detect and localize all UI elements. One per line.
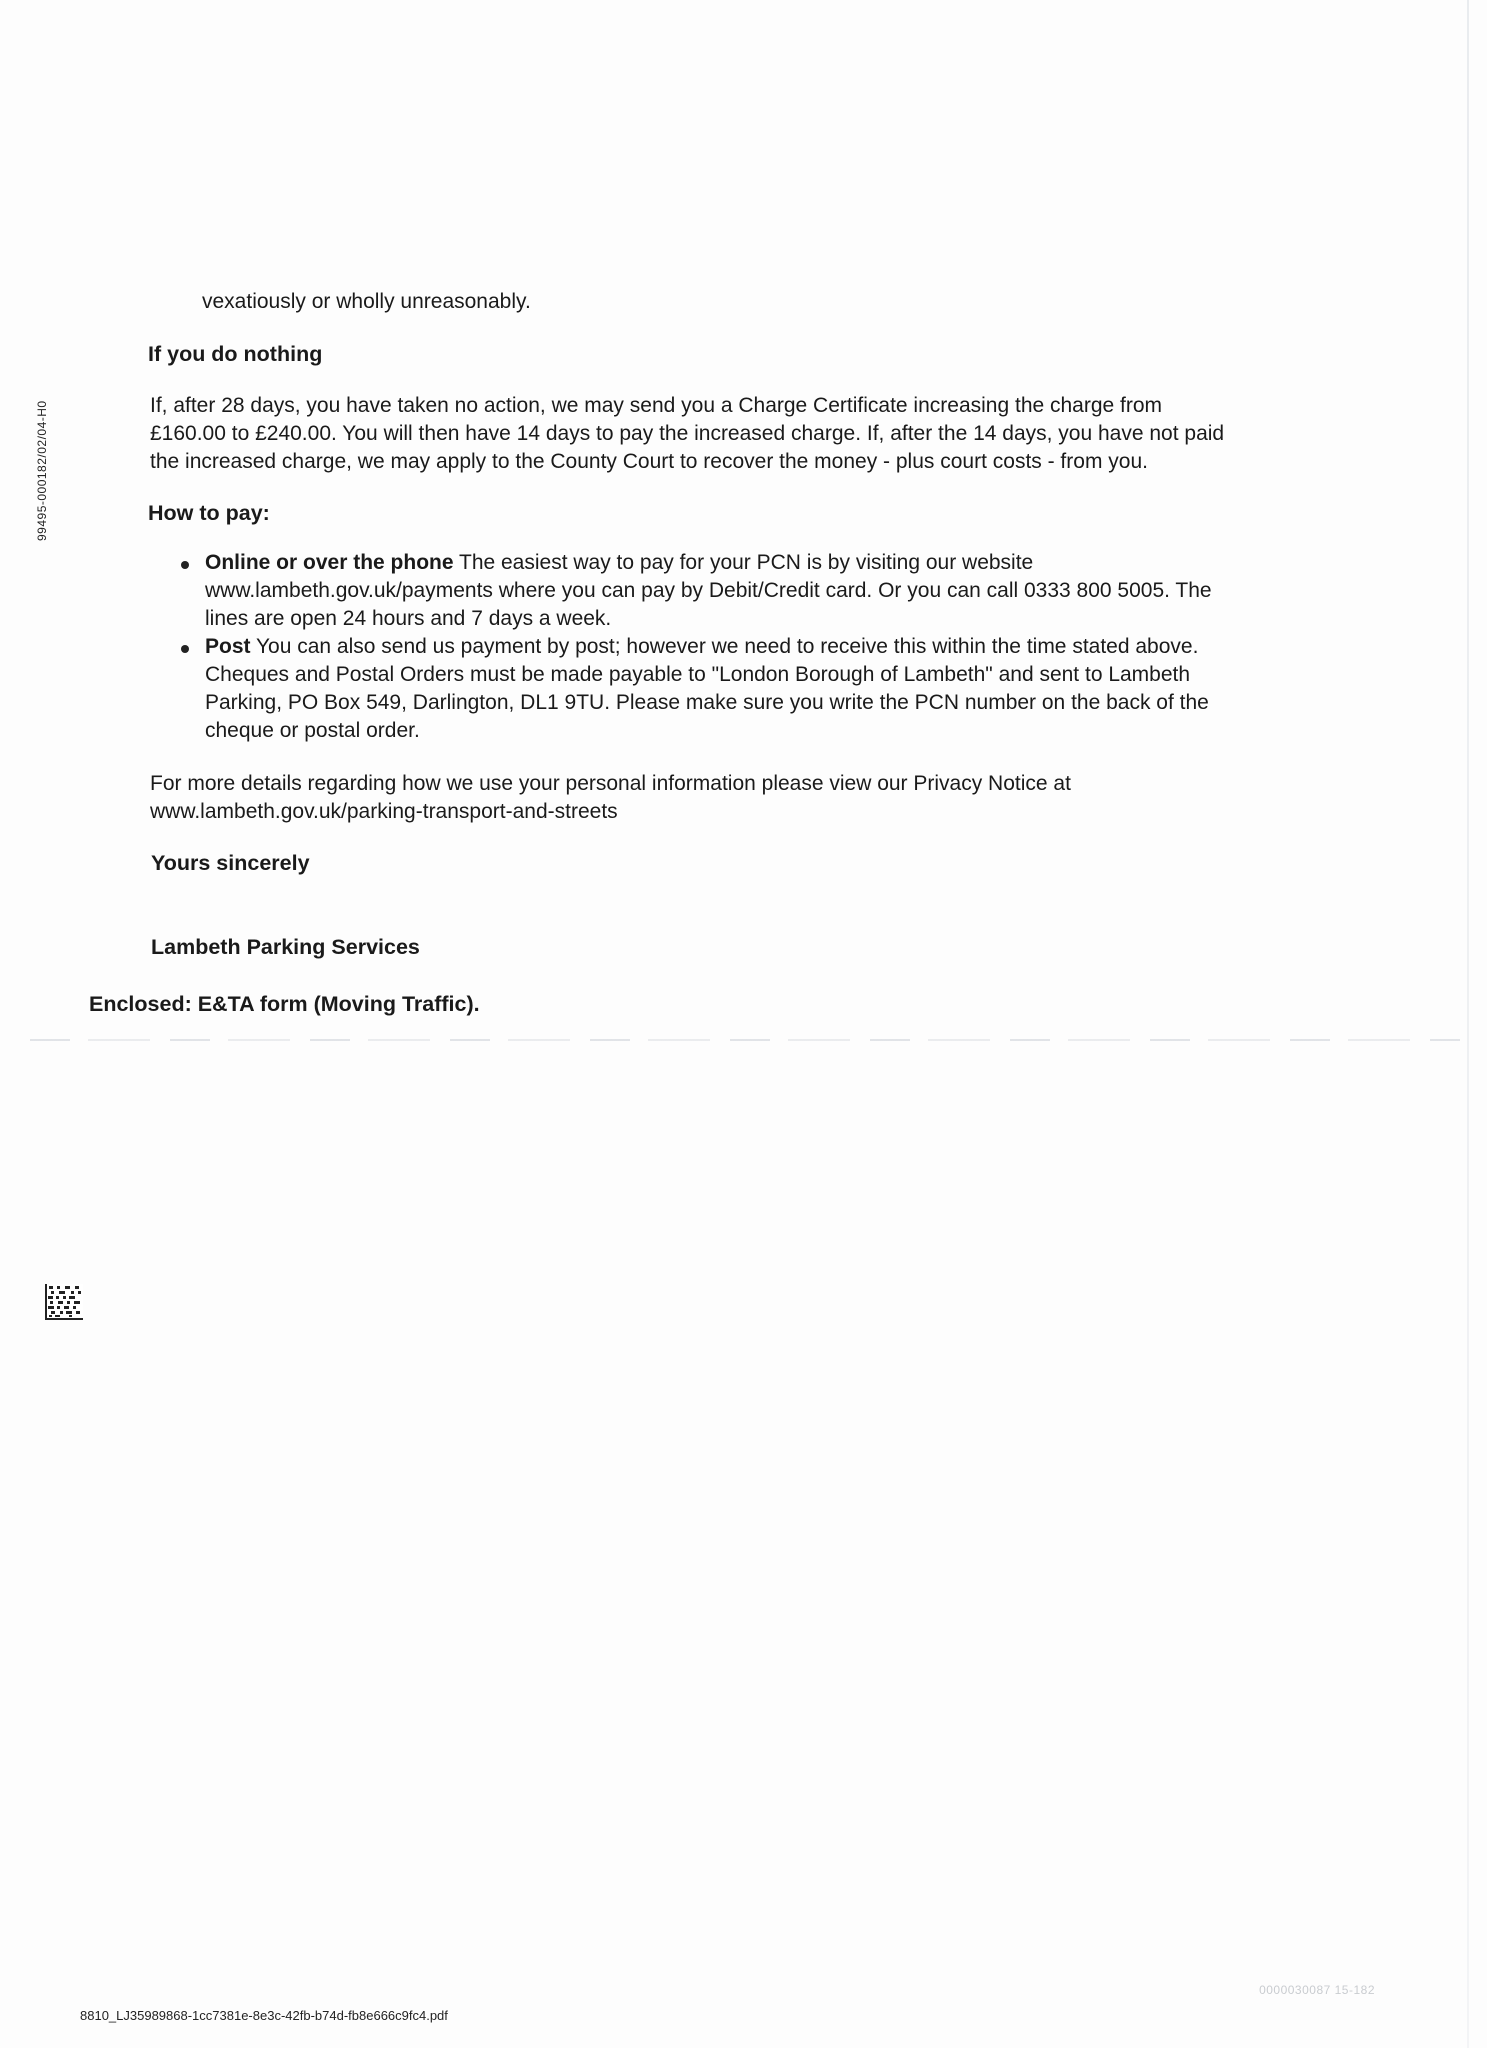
payment-method-text: You can also send us payment by post; however we need to receive this within the time stated above. (250, 635, 1199, 658)
list-item-post (150, 633, 1350, 745)
signature-name: Lambeth Parking Services (151, 935, 420, 959)
paragraph-line: the increased charge, we may apply to the County Court to recover the money - plus court costs - from you. (150, 450, 1148, 473)
paragraph-line: For more details regarding how we use your personal information please view our Privacy Notice at (150, 772, 1071, 795)
payment-method-text: Cheques and Postal Orders must be made payable to "London Borough of Lambeth" and sent to Lambeth (205, 663, 1191, 686)
bullet-icon (181, 561, 189, 569)
paragraph-line: £160.00 to £240.00. You will then have 14 days to pay the increased charge. If, after the 14 days, you have not paid (150, 422, 1225, 445)
bullet-icon (181, 645, 189, 653)
heading-if-you-do-nothing: If you do nothing (148, 342, 323, 366)
payment-method-text: The easiest way to pay for your PCN is by visiting our website (453, 551, 1034, 574)
list-item-online-phone (150, 549, 1350, 633)
page-edge (1467, 0, 1469, 2048)
heading-how-to-pay: How to pay: (148, 501, 270, 525)
footer-code: 0000030087 15-182 (1259, 1983, 1375, 1997)
privacy-link-text: www.lambeth.gov.uk/parking-transport-and-streets (150, 800, 618, 823)
payment-method-text: www.lambeth.gov.uk/payments where you can pay by Debit/Credit card. Or you can call 0333 800 5005. The (205, 579, 1212, 602)
payment-method-label: Online or over the phone (205, 551, 454, 574)
paragraph-line: If, after 28 days, you have taken no action, we may send you a Charge Certificate increasing the charge from (150, 394, 1163, 417)
payment-method-text: lines are open 24 hours and 7 days a week. (205, 607, 612, 630)
continuation-line: vexatiously or wholly unreasonably. (202, 290, 531, 313)
privacy-paragraph (150, 770, 1350, 826)
payment-methods-list (150, 549, 1350, 745)
datamatrix-code-icon (45, 1284, 83, 1320)
payment-method-text: Parking, PO Box 549, Darlington, DL1 9TU. Please make sure you write the PCN number on the back of the (205, 691, 1209, 714)
side-reference: 99495-000182/02/04-H0 (35, 400, 49, 542)
payment-method-label: Post (205, 635, 251, 658)
payment-method-text: cheque or postal order. (205, 719, 420, 742)
enclosed-note: Enclosed: E&TA form (Moving Traffic). (89, 992, 480, 1016)
footer-filename: 8810_LJ35989868-1cc7381e-8e3c-42fb-b74d-fb8e666c9fc4.pdf (80, 2008, 448, 2023)
closing-salutation: Yours sincerely (151, 851, 310, 875)
if-you-do-nothing-paragraph (150, 392, 1350, 476)
scan-artifact-line (30, 1039, 1460, 1041)
